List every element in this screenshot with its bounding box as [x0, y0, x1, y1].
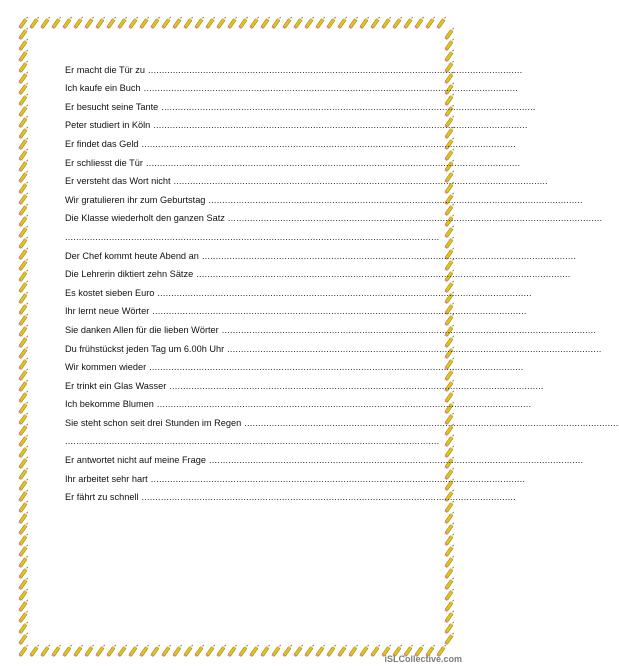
pencil-icon: [444, 588, 455, 601]
pencil-icon: [359, 16, 370, 29]
pencil-icon: [18, 644, 29, 657]
sentence-text: Er trinkt ein Glas Wasser: [65, 380, 167, 391]
pencil-icon: [18, 181, 29, 194]
pencil-icon: [18, 478, 29, 491]
pencil-icon: [370, 644, 381, 657]
pencil-icon: [18, 610, 29, 623]
answer-blank: ........................................................................................................................................: [148, 64, 523, 75]
exercise-line: [65, 262, 571, 281]
answer-blank: ........................................................................................................................................: [141, 492, 516, 503]
exercise-line: [65, 206, 603, 225]
answer-blank: ........................................................................................................................................: [173, 176, 548, 187]
pencil-icon: [106, 644, 117, 657]
pencil-icon: [18, 148, 29, 161]
pencil-icon: [326, 16, 337, 29]
pencil-icon: [205, 16, 216, 29]
exercise-line: [65, 392, 532, 411]
pencil-icon: [304, 16, 315, 29]
pencil-icon: [205, 644, 216, 657]
pencil-icon: [29, 16, 40, 29]
pencil-icon: [18, 621, 29, 634]
pencil-icon: [194, 644, 205, 657]
pencil-icon: [139, 16, 150, 29]
pencil-icon: [403, 16, 414, 29]
pencil-icon: [18, 49, 29, 62]
pencil-icon: [18, 566, 29, 579]
pencil-icon: [139, 644, 150, 657]
sentence-text: Ich bekomme Blumen: [65, 399, 154, 410]
pencil-icon: [348, 16, 359, 29]
pencil-icon: [381, 16, 392, 29]
pencil-icon: [238, 16, 249, 29]
pencil-icon: [18, 280, 29, 293]
pencil-icon: [444, 511, 455, 524]
exercise-line: [65, 150, 521, 169]
pencil-icon: [18, 423, 29, 436]
pencil-icon: [29, 644, 40, 657]
exercise-line: [65, 280, 532, 299]
pencil-icon: [359, 644, 370, 657]
sentence-text: Ich kaufe ein Buch: [65, 83, 141, 94]
pencil-icon: [194, 16, 205, 29]
sentence-text: Du frühstückst jeden Tag um 6.00h Uhr: [65, 343, 225, 354]
pencil-icon: [18, 544, 29, 557]
sentence-text: Er besucht seine Tante: [65, 101, 159, 112]
pencil-icon: [18, 170, 29, 183]
answer-blank: ........................................................................................................................................: [208, 194, 583, 205]
pencil-icon: [73, 16, 84, 29]
pencil-icon: [18, 357, 29, 370]
sentence-text: Ihr lernt neue Wörter: [65, 306, 150, 317]
pencil-icon: [51, 16, 62, 29]
pencil-icon: [18, 522, 29, 535]
answer-blank: ........................................................................................................................................: [152, 306, 527, 317]
pencil-icon: [444, 27, 455, 40]
pencil-icon: [18, 555, 29, 568]
pencil-icon: [18, 203, 29, 216]
exercise-line: [65, 131, 516, 150]
pencil-icon: [40, 644, 51, 657]
pencil-icon: [238, 644, 249, 657]
pencil-icon: [260, 16, 271, 29]
pencil-icon: [18, 247, 29, 260]
pencil-icon: [18, 115, 29, 128]
pencil-icon: [414, 16, 425, 29]
pencil-icon: [18, 434, 29, 447]
pencil-icon: [150, 644, 161, 657]
exercise-line: [65, 57, 523, 76]
pencil-icon: [150, 16, 161, 29]
pencil-icon: [216, 644, 227, 657]
pencil-icon: [216, 16, 227, 29]
sentence-text: Peter studiert in Köln: [65, 120, 151, 131]
answer-blank: ........................................................................................................................................: [169, 380, 544, 391]
pencil-icon: [392, 16, 403, 29]
sentence-text: Wir kommen wieder: [65, 362, 147, 373]
pencil-icon: [183, 644, 194, 657]
pencil-icon: [444, 38, 455, 51]
pencil-icon: [227, 16, 238, 29]
pencil-icon: [326, 644, 337, 657]
pencil-icon: [348, 644, 359, 657]
pencil-icon: [444, 544, 455, 557]
pencil-icon: [436, 16, 447, 29]
pencil-icon: [282, 644, 293, 657]
answer-blank: ........................................................................................................................................: [156, 399, 532, 410]
pencil-icon: [18, 313, 29, 326]
pencil-icon: [304, 644, 315, 657]
pencil-icon: [18, 632, 29, 645]
pencil-icon: [337, 644, 348, 657]
pencil-icon: [95, 16, 106, 29]
exercise-line: [65, 355, 524, 374]
pencil-icon: [444, 555, 455, 568]
pencil-icon: [18, 27, 29, 40]
pencil-icon: [106, 16, 117, 29]
pencil-icon: [95, 644, 106, 657]
answer-blank: ........................................................................................................................................: [244, 417, 619, 428]
pencil-icon: [337, 16, 348, 29]
pencil-icon: [18, 192, 29, 205]
sentence-text: Er versteht das Wort nicht: [65, 176, 171, 187]
exercise-line: [65, 317, 597, 336]
pencil-icon: [84, 16, 95, 29]
pencil-icon: [73, 644, 84, 657]
pencil-icon: [18, 577, 29, 590]
pencil-icon: [18, 467, 29, 480]
sentence-text: Er macht die Tür zu: [65, 64, 145, 75]
pencil-icon: [425, 16, 436, 29]
sentence-text: Wir gratulieren ihr zum Geburtstag: [65, 194, 206, 205]
pencil-icon: [18, 489, 29, 502]
pencil-icon: [444, 632, 455, 645]
exercise-line: [65, 373, 544, 392]
pencil-icon: [227, 644, 238, 657]
watermark: iSLCollective.com: [384, 654, 462, 664]
pencil-icon: [18, 368, 29, 381]
pencil-icon: [183, 16, 194, 29]
exercise-line: [65, 243, 577, 262]
answer-blank: ........................................................................................................................................: [201, 250, 577, 261]
sentence-text: Ihr arbeitet sehr hart: [65, 473, 148, 484]
pencil-icon: [18, 269, 29, 282]
pencil-icon: [18, 588, 29, 601]
pencil-icon: [18, 390, 29, 403]
exercise-lines: [65, 57, 619, 503]
pencil-icon: [18, 412, 29, 425]
answer-blank: ........................................................................................................................................: [149, 362, 524, 373]
exercise-line: [65, 336, 602, 355]
pencil-icon: [18, 104, 29, 117]
pencil-icon: [18, 60, 29, 73]
pencil-icon: [260, 644, 271, 657]
exercise-line: [65, 76, 518, 95]
exercise-line: [65, 169, 548, 188]
pencil-icon: [40, 16, 51, 29]
pencil-icon: [18, 302, 29, 315]
answer-blank: ........................................................................................................................................: [227, 213, 603, 224]
answer-blank: ........................................................................................................................................: [196, 269, 571, 280]
sentence-text: Die Lehrerin diktiert zehn Sätze: [65, 269, 194, 280]
answer-blank: ........................................................................................................................................: [157, 287, 532, 298]
answer-blank: ........................................................................................................................................: [208, 455, 584, 466]
pencil-icon: [62, 644, 73, 657]
pencil-icon: [18, 71, 29, 84]
sentence-text: Sie danken Allen für die lieben Wörter: [65, 324, 219, 335]
pencil-icon: [18, 258, 29, 271]
pencil-icon: [18, 225, 29, 238]
pencil-icon: [271, 16, 282, 29]
pencil-icon: [18, 445, 29, 458]
pencil-icon: [161, 644, 172, 657]
sentence-text: Die Klasse wiederholt den ganzen Satz: [65, 213, 225, 224]
answer-blank: ........................................................................................................................................: [153, 120, 528, 131]
exercise-line: [65, 485, 516, 504]
pencil-icon: [315, 644, 326, 657]
pencil-icon: [18, 511, 29, 524]
pencil-icon: [18, 126, 29, 139]
pencil-icon: [62, 16, 73, 29]
pencil-icon: [18, 335, 29, 348]
exercise-line: [65, 224, 440, 243]
pencil-icon: [249, 644, 260, 657]
pencil-icon: [293, 16, 304, 29]
pencil-icon: [18, 291, 29, 304]
pencil-icon: [128, 644, 139, 657]
pencil-icon: [18, 599, 29, 612]
answer-blank: ........................................................................................................................................: [227, 343, 602, 354]
pencil-icon: [18, 456, 29, 469]
sentence-text: Er fährt zu schnell: [65, 492, 139, 503]
pencil-icon: [444, 610, 455, 623]
sentence-text: Es kostet sieben Euro: [65, 287, 155, 298]
pencil-icon: [117, 16, 128, 29]
pencil-icon: [18, 38, 29, 51]
pencil-icon: [444, 225, 455, 238]
pencil-icon: [18, 16, 29, 29]
pencil-icon: [249, 16, 260, 29]
pencil-icon: [51, 644, 62, 657]
pencil-icon: [172, 16, 183, 29]
answer-blank: ........................................................................................................................................: [65, 231, 440, 242]
answer-blank: ........................................................................................................................................: [150, 473, 526, 484]
pencil-icon: [370, 16, 381, 29]
exercise-line: [65, 299, 527, 318]
pencil-icon: [444, 621, 455, 634]
pencil-icon: [444, 566, 455, 579]
exercise-line: [65, 466, 526, 485]
answer-blank: ........................................................................................................................................: [65, 436, 440, 447]
pencil-icon: [444, 522, 455, 535]
pencil-icon: [271, 644, 282, 657]
answer-blank: ........................................................................................................................................: [145, 157, 521, 168]
answer-blank: ........................................................................................................................................: [221, 324, 597, 335]
sentence-text: Der Chef kommt heute Abend an: [65, 250, 199, 261]
pencil-icon: [84, 644, 95, 657]
sentence-text: Er findet das Geld: [65, 138, 139, 149]
pencil-icon: [18, 93, 29, 106]
sentence-text: Er schliesst die Tür: [65, 157, 143, 168]
answer-blank: ........................................................................................................................................: [161, 101, 536, 112]
answer-blank: ........................................................................................................................................: [141, 138, 516, 149]
sentence-text: Sie steht schon seit drei Stunden im Regen: [65, 417, 242, 428]
pencil-icon: [444, 434, 455, 447]
pencil-icon: [18, 159, 29, 172]
exercise-line: [65, 94, 536, 113]
exercise-line: [65, 187, 583, 206]
pencil-icon: [18, 324, 29, 337]
pencil-icon: [161, 16, 172, 29]
pencil-icon: [18, 346, 29, 359]
pencil-icon: [315, 16, 326, 29]
pencil-icon: [282, 16, 293, 29]
pencil-icon: [18, 214, 29, 227]
pencil-icon: [293, 644, 304, 657]
pencil-icon: [117, 644, 128, 657]
pencil-icon: [18, 236, 29, 249]
pencil-icon: [444, 599, 455, 612]
exercise-line: [65, 447, 584, 466]
pencil-icon: [444, 533, 455, 546]
pencil-icon: [18, 379, 29, 392]
pencil-icon: [18, 500, 29, 513]
pencil-icon: [128, 16, 139, 29]
pencil-icon: [444, 577, 455, 590]
pencil-icon: [18, 401, 29, 414]
pencil-icon: [18, 533, 29, 546]
sentence-text: Er antwortet nicht auf meine Frage: [65, 455, 206, 466]
exercise-line: [65, 429, 440, 448]
pencil-icon: [444, 49, 455, 62]
exercise-line: [65, 410, 619, 429]
pencil-icon: [444, 236, 455, 249]
pencil-icon: [18, 82, 29, 95]
answer-blank: ........................................................................................................................................: [143, 83, 518, 94]
exercise-line: [65, 113, 528, 132]
pencil-icon: [172, 644, 183, 657]
pencil-icon: [18, 137, 29, 150]
